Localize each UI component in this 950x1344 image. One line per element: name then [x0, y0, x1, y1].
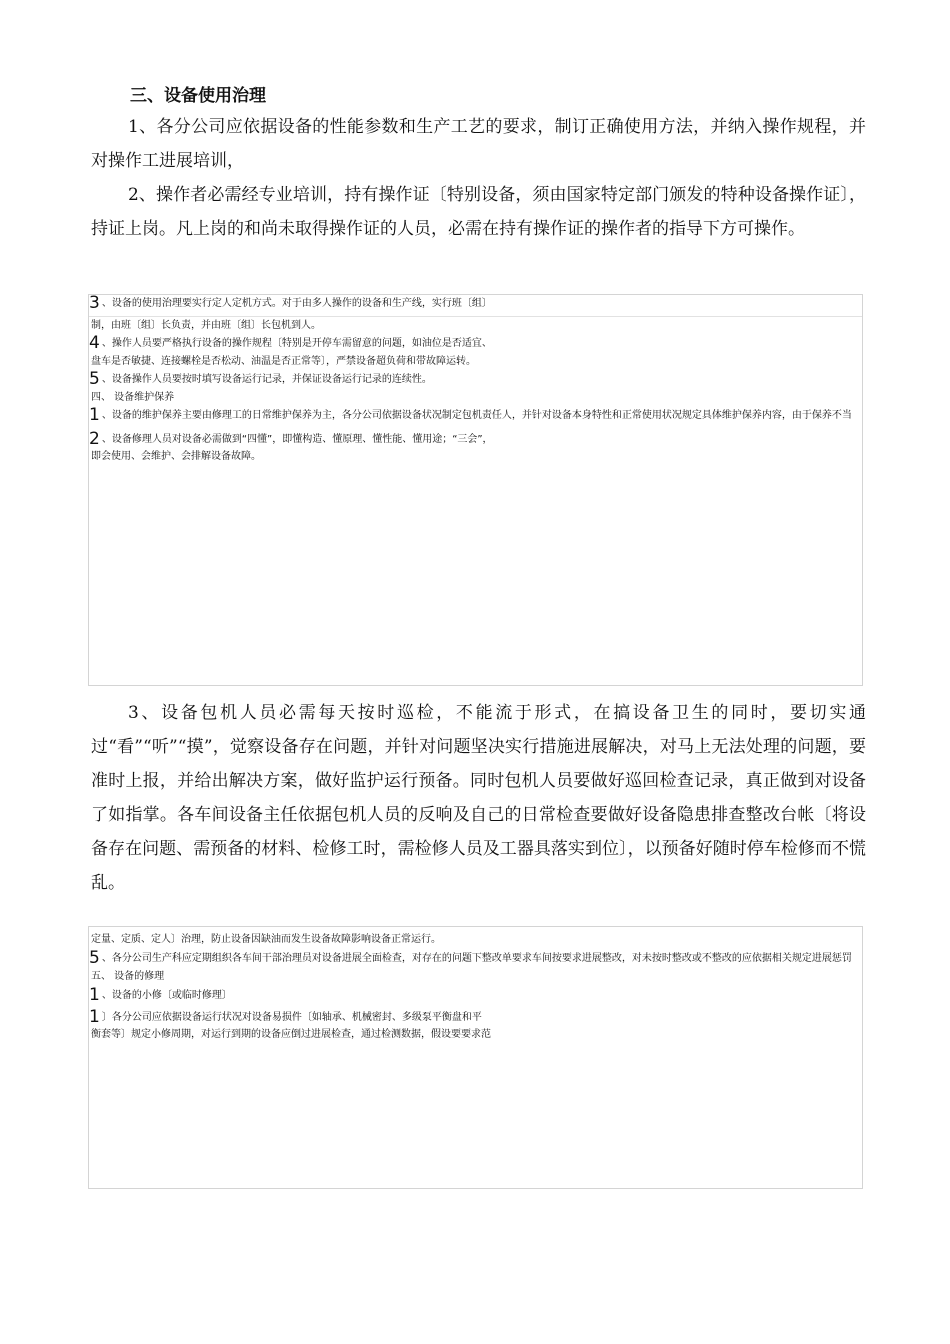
box1-line: 2 、设备修理人员对设备必需做到“四懂”，即懂构造、懂原理、懂性能、懂用途；“三会”，: [89, 429, 493, 449]
section-heading: 三、设备使用治理: [130, 86, 266, 106]
embedded-text-box-2: [88, 926, 863, 1189]
box2-line: 衡套等〕规定小修周期，对运行到期的设备应倒过进展检查，通过检测数据，假设要要求范: [91, 1029, 491, 1040]
box2-line: 定量、定质、定人〕治理，防止设备因缺油而发生设备故障影响设备正常运行。: [91, 934, 441, 945]
box-divider: [89, 316, 862, 317]
box1-line: 制，由班〔组〕长负责，并由班〔组〕长包机到人。: [91, 320, 321, 331]
paragraph-1: 1、各分公司应依据设备的性能参数和生产工艺的要求，制订正确使用方法，并纳入操作规程，并对操作工进展培训，: [91, 117, 866, 171]
box1-line: 四、 设备维护保养: [91, 392, 175, 403]
box2-line: 5 、各分公司生产科应定期组织各车间干部治理员对设备进展全面检查，对存在的问题下整改单要求车间按要求进展整改，对未按时整改或不整改的应依据相关规定进展惩罚: [89, 948, 852, 968]
box2-line: 1 〕各分公司应依据设备运行状况对设备易损件〔如轴承、机械密封、多级泵平衡盘和平: [89, 1007, 482, 1027]
box1-line: 3 、设备的使用治理要实行定人定机方式。对于由多人操作的设备和生产线，实行班〔组〕: [89, 294, 492, 313]
paragraph-2: 2、操作者必需经专业培训，持有操作证〔特别设备，须由国家特定部门颁发的特种设备操作证〕，持证上岗。凡上岗的和尚未取得操作证的人员，必需在持有操作证的操作者的指导下方可操作。: [91, 185, 866, 239]
box1-line: 5 、设备操作人员要按时填写设备运行记录，并保证设备运行记录的连续性。: [89, 369, 432, 389]
paragraph-3: 3、设备包机人员必需每天按时巡检，不能流于形式，在搞设备卫生的同时，要切实通过“看”“听”“摸”，觉察设备存在问题，并针对问题坚决实行措施进展解决，对马上无法处理的问题，要准时上报，并给出解决方案，做好监护运行预备。同时包机人员要做好巡回检查记录，真正做到对设备了如指掌。各车间设备主任依据包机人员的反响及自己的日常检查要做好设备隐患排查整改台帐〔将设备存在问题、需预备的材料、检修工时，需检修人员及工器具落实到位〕，以预备好随时停车检修而不慌乱。: [91, 703, 866, 893]
box2-line: 1 、设备的小修〔或临时修理〕: [89, 985, 232, 1005]
box1-line: 4 、操作人员要严格执行设备的操作规程〔特别是开停车需留意的问题，如油位是否适宜、: [89, 333, 492, 353]
box1-line: 盘车是否敏捷、连接螺栓是否松动、油温是否正常等〕，严禁设备超负荷和带故障运转。: [91, 356, 476, 367]
box1-line: 即会使用、会维护、会排解设备故障。: [91, 451, 261, 462]
embedded-text-box-1: [88, 294, 863, 686]
box2-line: 五、 设备的修理: [91, 971, 165, 982]
box1-line: 1 、设备的维护保养主要由修理工的日常维护保养为主，各分公司依据设备状况制定包机责任人，并针对设备本身特性和正常使用状况规定具体维护保养内容，由于保养不当: [89, 405, 852, 425]
